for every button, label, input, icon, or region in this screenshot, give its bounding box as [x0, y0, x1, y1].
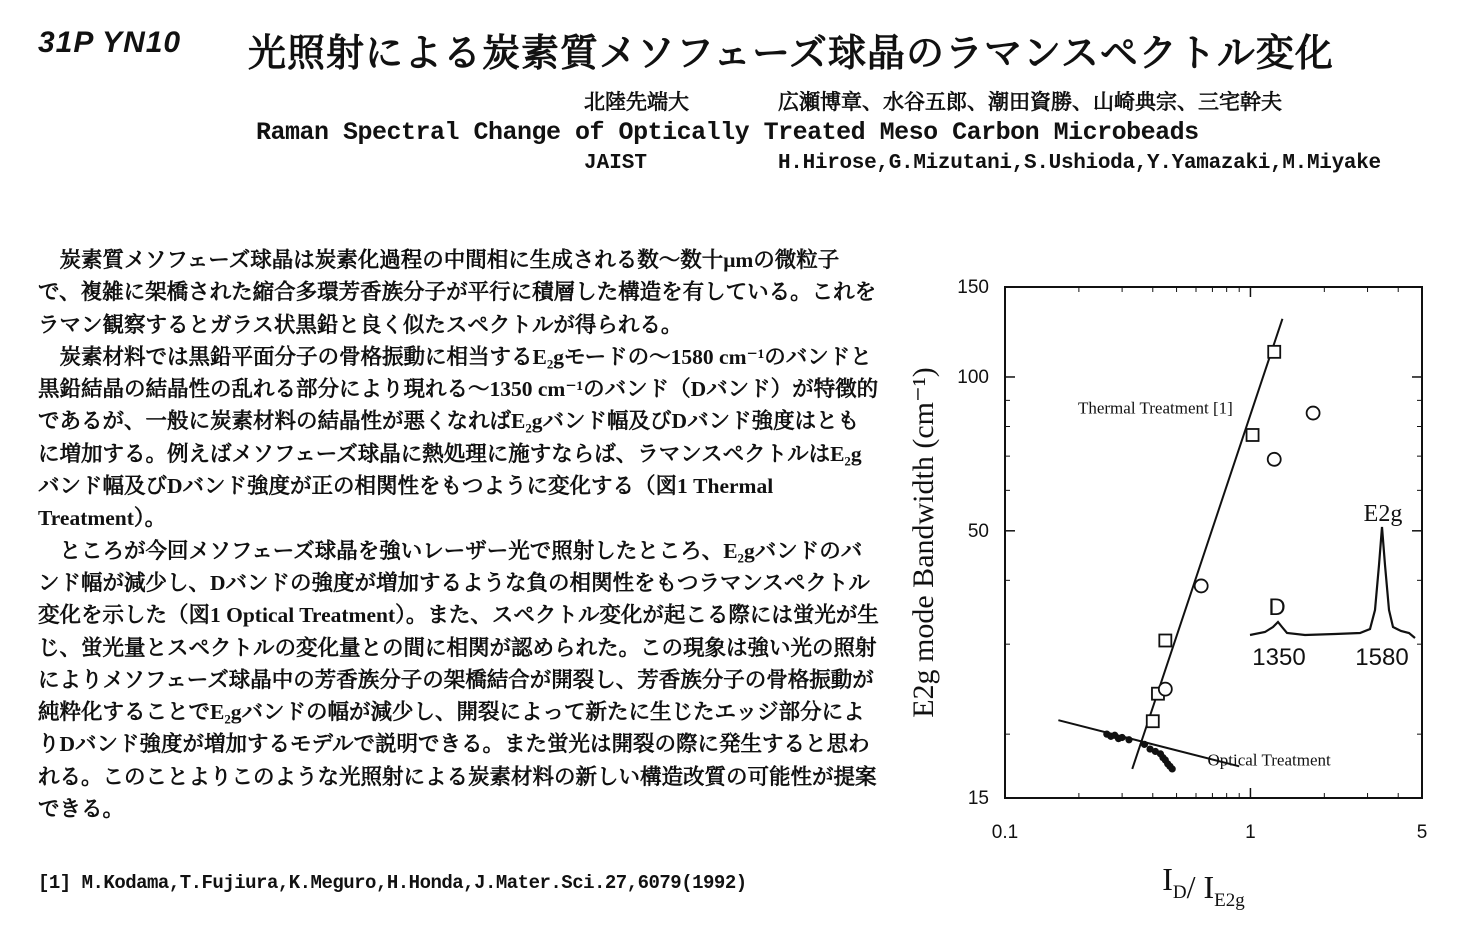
plot-frame — [1005, 287, 1422, 798]
data-point-optical — [1169, 765, 1176, 772]
data-point-optical — [1119, 734, 1126, 741]
y-tick-label: 15 — [967, 788, 989, 809]
x-tick-label: 5 — [1416, 822, 1428, 843]
fit-line-thermal — [1132, 319, 1282, 769]
y-tick-label: 50 — [967, 520, 989, 542]
annotation-thermal: Thermal Treatment [1] — [1077, 398, 1233, 418]
bandwidth-vs-intensity-chart — [895, 265, 1470, 915]
authors-ja: 広瀬博章、水谷五郎、潮田資勝、山崎典宗、三宅幹夫 — [778, 90, 1282, 114]
reference-1: [1] M.Kodama,T.Fujiura,K.Meguro,H.Honda,J.Mater.Sci.27,6079(1992) — [38, 872, 747, 894]
abstract-id: 31P YN10 — [38, 26, 182, 59]
y-tick-label: 150 — [957, 277, 989, 298]
data-point-square — [1159, 635, 1171, 647]
paper-title-en: Raman Spectral Change of Optically Treated Meso Carbon Microbeads — [256, 118, 1199, 147]
x-axis-label: $I_D/$ $I_{E2g}$ — [1162, 861, 1245, 911]
x-tick-label: 1 — [1245, 822, 1256, 843]
affiliation-en: JAIST — [584, 152, 648, 175]
data-point-circle — [1268, 453, 1281, 466]
body-paragraph-1: 炭素質メソフェーズ球晶は炭素化過程の中間相に生成される数～数十μmの微粒子で、複雑に架橋された縮合多環芳香族分子が平行に積層した構造を有している。これをラマン観察するとガラス状黒鉛と良く似たスペクトルが得られる。 — [38, 248, 877, 337]
inset-tick-label-1350: 1350 — [1252, 644, 1306, 671]
inset-tick-label-1580: 1580 — [1355, 644, 1409, 671]
abstract-body — [38, 244, 880, 825]
data-point-square — [1247, 429, 1259, 441]
data-point-optical — [1125, 736, 1132, 743]
x-tick-label: 0.1 — [991, 822, 1019, 843]
figure-1 — [895, 265, 1470, 915]
body-paragraph-3: ところが今回メソフェーズ球晶を強いレーザー光で照射したところ、E₂gバンドのバンド幅が減少し、Dバンドの強度が増加するような負の相関性をもつラマンスペクトル変化を示した（図1 Optical Treatment）。また、スペクトル変化が起こる際には蛍光が生じ、蛍光量とスペクトルの変化量との間に相関が認められた。この現象は強い光の照射によりメソフェーズ球晶中の芳香族分子の架橋結合が開裂し、芳香族分子の骨格振動が純粋化することでE₂gバンドの幅が減少し、開裂によって新たに生じたエッジ部分によりDバンド強度が増加するモデルで説明できる。また蛍光は開裂の際に発生すると思われる。このことよりこのような光照射による炭素材料の新しい構造改質の可能性が提案できる。 — [38, 538, 879, 822]
data-point-circle — [1195, 579, 1208, 592]
inset-peak-label-d: D — [1268, 594, 1286, 621]
inset-peak-label-e2g: E2g — [1363, 501, 1403, 527]
y-axis-label: E2g mode Bandwidth (cm⁻¹) — [907, 367, 940, 718]
data-point-circle — [1159, 683, 1172, 696]
paper-title-ja: 光照射による炭素質メソフェーズ球晶のラマンスペクトル変化 — [248, 33, 1334, 75]
authors-en: H.Hirose,G.Mizutani,S.Ushioda,Y.Yamazaki,M.Miyake — [778, 152, 1381, 175]
data-point-optical — [1141, 741, 1148, 748]
body-paragraph-2: 炭素材料では黒鉛平面分子の骨格振動に相当するE₂gモードの～1580 cm⁻¹のバンドと黒鉛結晶の結晶性の乱れる部分により現れる～1350 cm⁻¹のバンド（Dバンド）が特徴的であるが、一般に炭素材料の結晶性が悪くなればE₂gバンド幅及びDバンド強度はともに増加する。例えばメソフェーズ球晶に熱処理に施すならば、ラマンスペクトルはE₂gバンド幅及びDバンド強度が正の相関性をもつように変化する（図1 Thermal Treatment）。 — [38, 344, 879, 531]
data-point-square — [1268, 346, 1280, 358]
affiliation-ja: 北陸先端大 — [584, 90, 689, 114]
data-point-square — [1147, 715, 1159, 727]
y-tick-label: 100 — [957, 366, 989, 388]
data-point-circle — [1307, 407, 1320, 420]
annotation-optical: Optical Treatment — [1207, 750, 1331, 770]
inset-spectrum-trace — [1250, 527, 1415, 638]
